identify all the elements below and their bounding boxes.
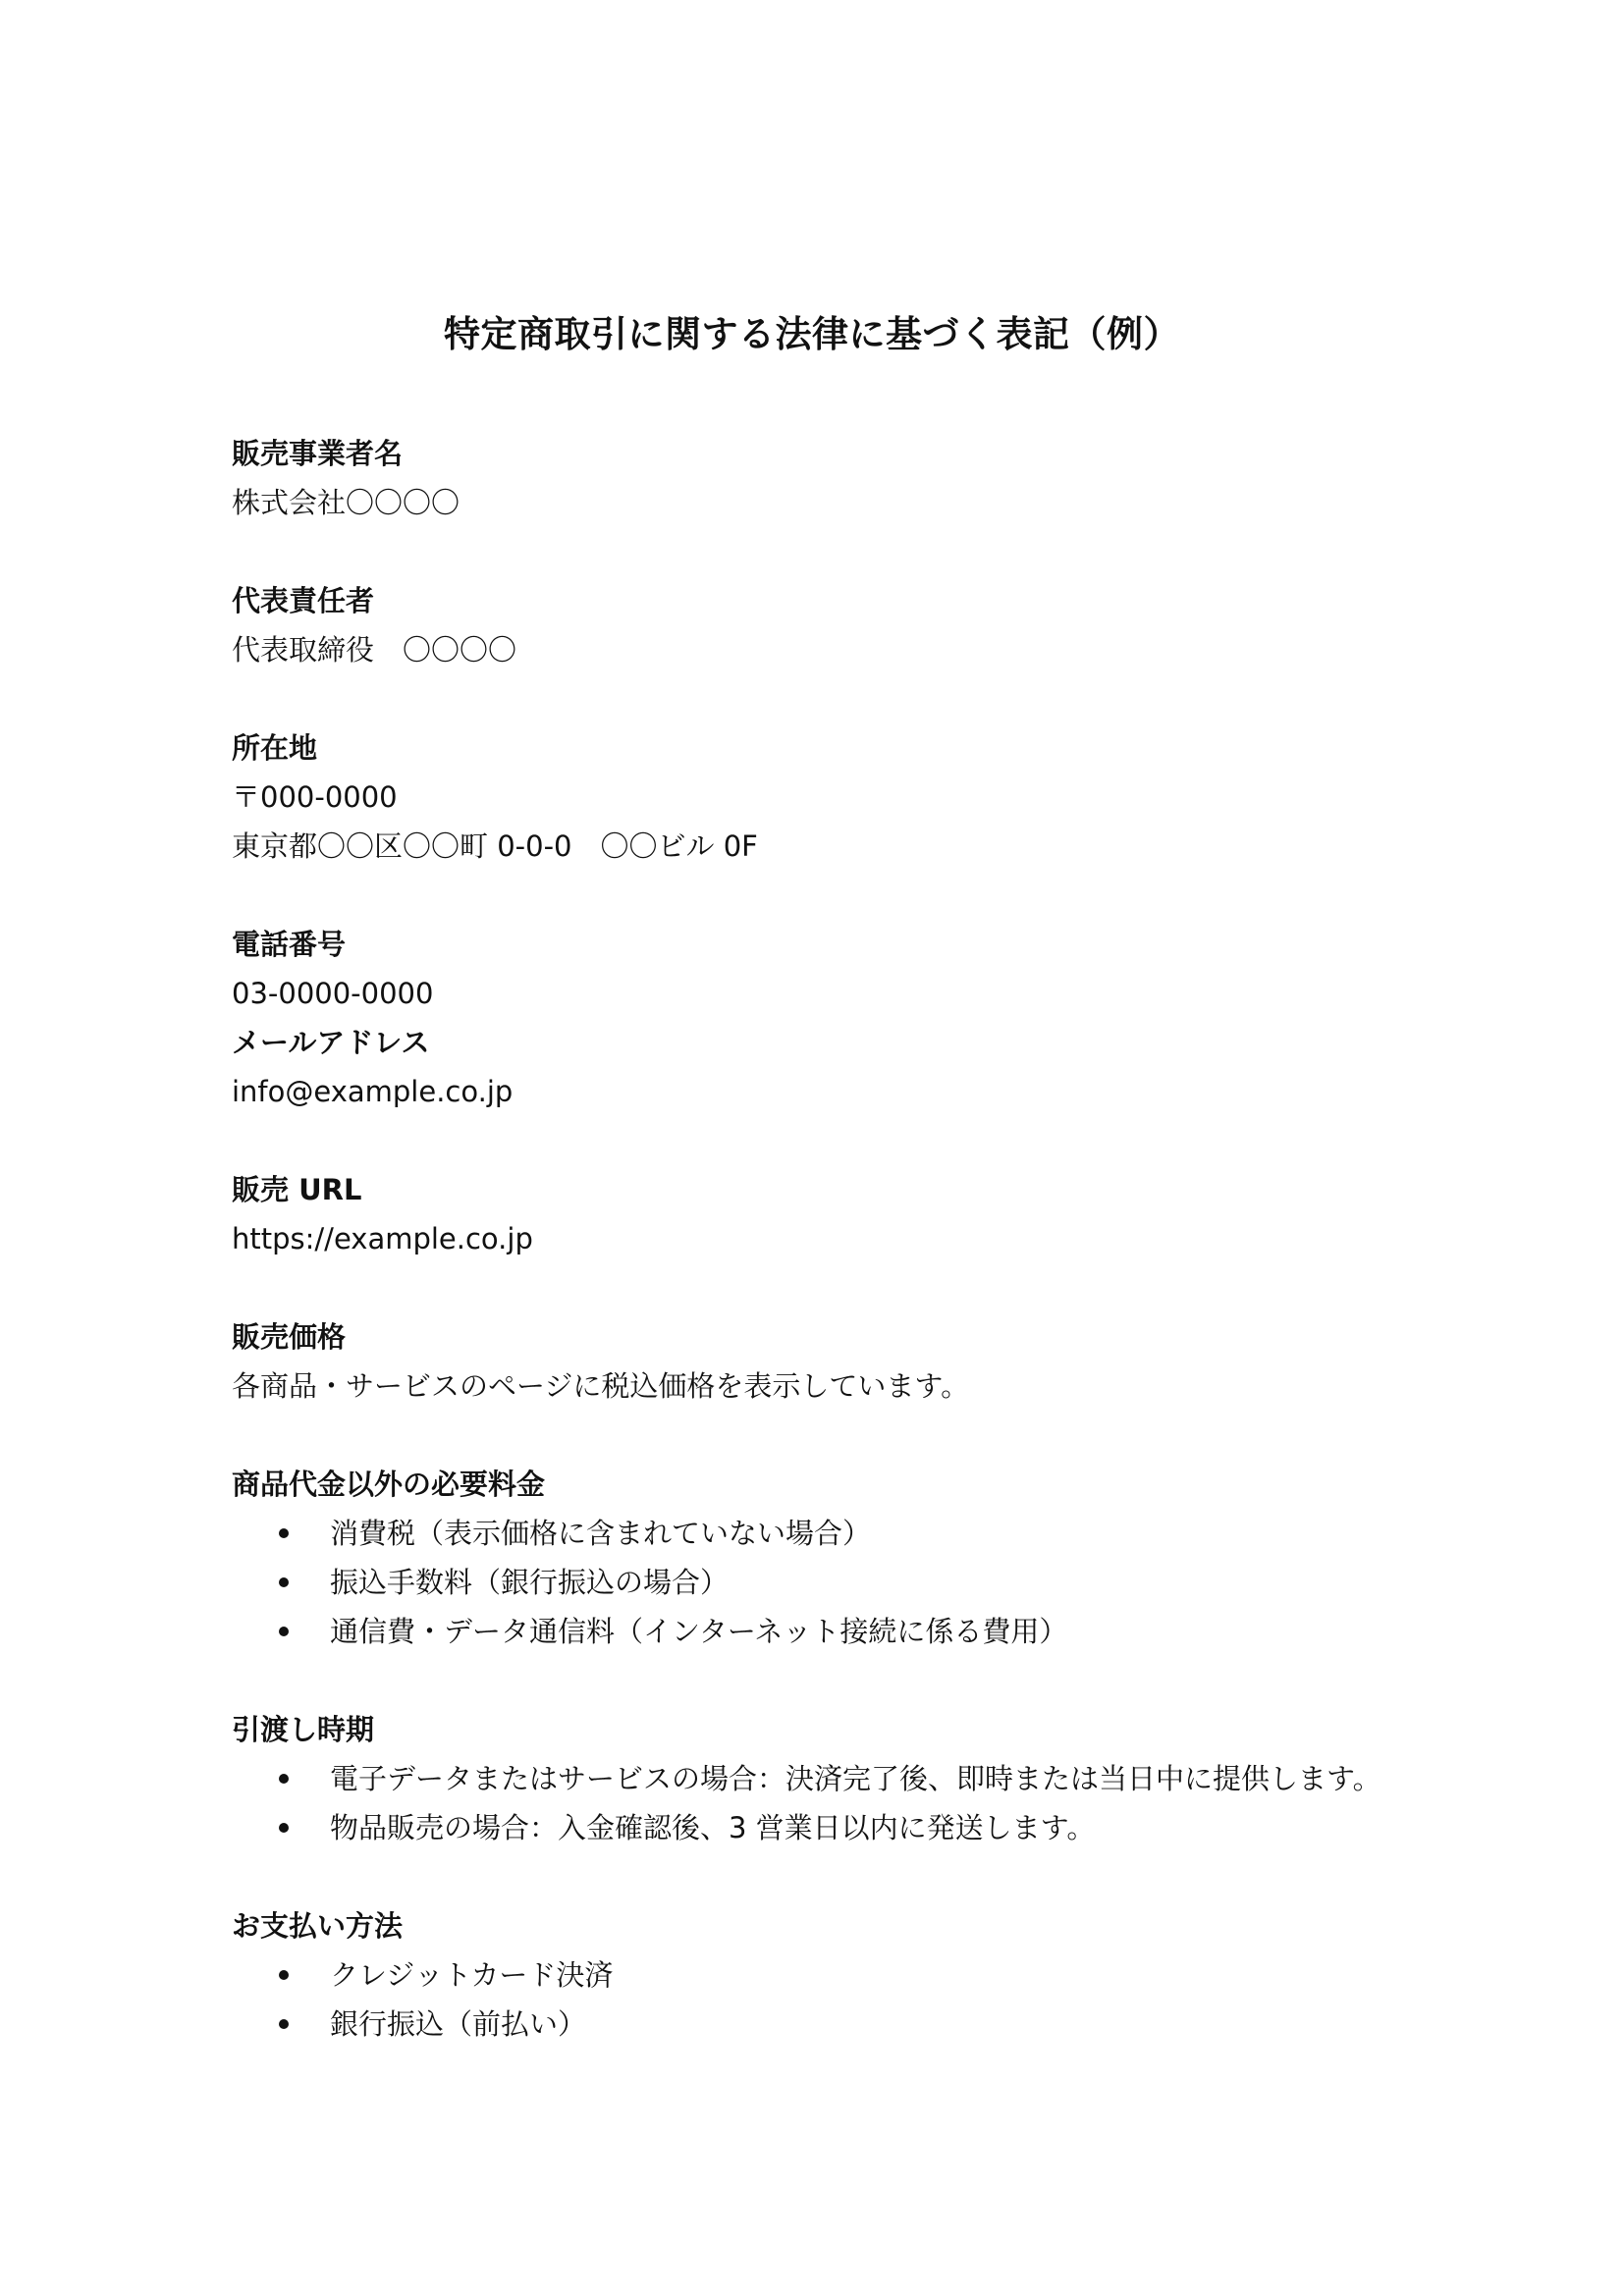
bullet-icon <box>279 1577 289 1587</box>
representative-value: 代表取締役 〇〇〇〇 <box>232 633 517 667</box>
spacer <box>232 871 1469 920</box>
bullet-icon <box>279 1970 289 1980</box>
payment-heading: お支払い方法 <box>232 1909 404 1943</box>
url-heading: 販売 URL <box>232 1173 362 1206</box>
email-heading: メールアドレス <box>232 1026 430 1059</box>
address-section <box>232 723 1469 871</box>
delivery-section <box>232 1705 1469 1852</box>
list-item-text: 消費税（表示価格に含まれていない場合） <box>330 1517 872 1550</box>
list-item-text: 物品販売の場合：入金確認後、3 営業日以内に発送します。 <box>330 1811 1096 1844</box>
list-item-text: 銀行振込（前払い） <box>330 2007 587 2041</box>
address-postal: 〒000-0000 <box>232 780 398 814</box>
bullet-icon <box>279 1528 289 1538</box>
email-value: info@example.co.jp <box>232 1075 514 1108</box>
list-item <box>232 1803 1469 1852</box>
document-body <box>232 429 1469 2049</box>
bullet-icon <box>279 1627 289 1636</box>
representative-heading: 代表責任者 <box>232 584 375 617</box>
list-item <box>232 1558 1469 1607</box>
bullet-icon <box>279 1823 289 1833</box>
spacer <box>232 1263 1469 1312</box>
list-item <box>232 1950 1469 2000</box>
document-title: 特定商取引に関する法律に基づく表記（例） <box>444 313 1180 355</box>
seller-heading: 販売事業者名 <box>232 437 404 470</box>
bullet-icon <box>279 1774 289 1784</box>
seller-value: 株式会社〇〇〇〇 <box>232 486 460 519</box>
list-item-text: 振込手数料（銀行振込の場合） <box>330 1566 730 1599</box>
extra-fees-section <box>232 1460 1469 1656</box>
price-value: 各商品・サービスのページに税込価格を表示しています。 <box>232 1369 970 1403</box>
phone-heading: 電話番号 <box>232 928 347 961</box>
phone-section <box>232 920 1469 1018</box>
spacer <box>232 1116 1469 1165</box>
seller-section <box>232 429 1469 527</box>
email-section <box>232 1018 1469 1116</box>
address-heading: 所在地 <box>232 731 318 765</box>
representative-section <box>232 576 1469 674</box>
spacer <box>232 1656 1469 1705</box>
list-item <box>232 1607 1469 1656</box>
list-item-text: 電子データまたはサービスの場合：決済完了後、即時または当日中に提供します。 <box>330 1762 1381 1795</box>
phone-value: 03-0000-0000 <box>232 977 434 1010</box>
list-item <box>232 2000 1469 2049</box>
list-item-text: 通信費・データ通信料（インターネット接続に係る費用） <box>330 1615 1068 1648</box>
payment-section <box>232 1901 1469 2049</box>
list-item <box>232 1754 1469 1803</box>
spacer <box>232 1411 1469 1460</box>
payment-list <box>232 1950 1469 2049</box>
spacer <box>232 1852 1469 1901</box>
list-item-text: クレジットカード決済 <box>330 1958 614 1992</box>
url-value: https://example.co.jp <box>232 1222 533 1255</box>
address-street: 東京都〇〇区〇〇町 0-0-0 〇〇ビル 0F <box>232 829 758 863</box>
spacer <box>232 674 1469 723</box>
url-section <box>232 1165 1469 1263</box>
delivery-heading: 引渡し時期 <box>232 1713 375 1746</box>
extra-fees-list <box>232 1509 1469 1656</box>
price-section <box>232 1312 1469 1411</box>
list-item <box>232 1509 1469 1558</box>
bullet-icon <box>279 2019 289 2029</box>
delivery-list <box>232 1754 1469 1852</box>
spacer <box>232 527 1469 576</box>
extra-fees-heading: 商品代金以外の必要料金 <box>232 1468 546 1501</box>
price-heading: 販売価格 <box>232 1320 347 1354</box>
